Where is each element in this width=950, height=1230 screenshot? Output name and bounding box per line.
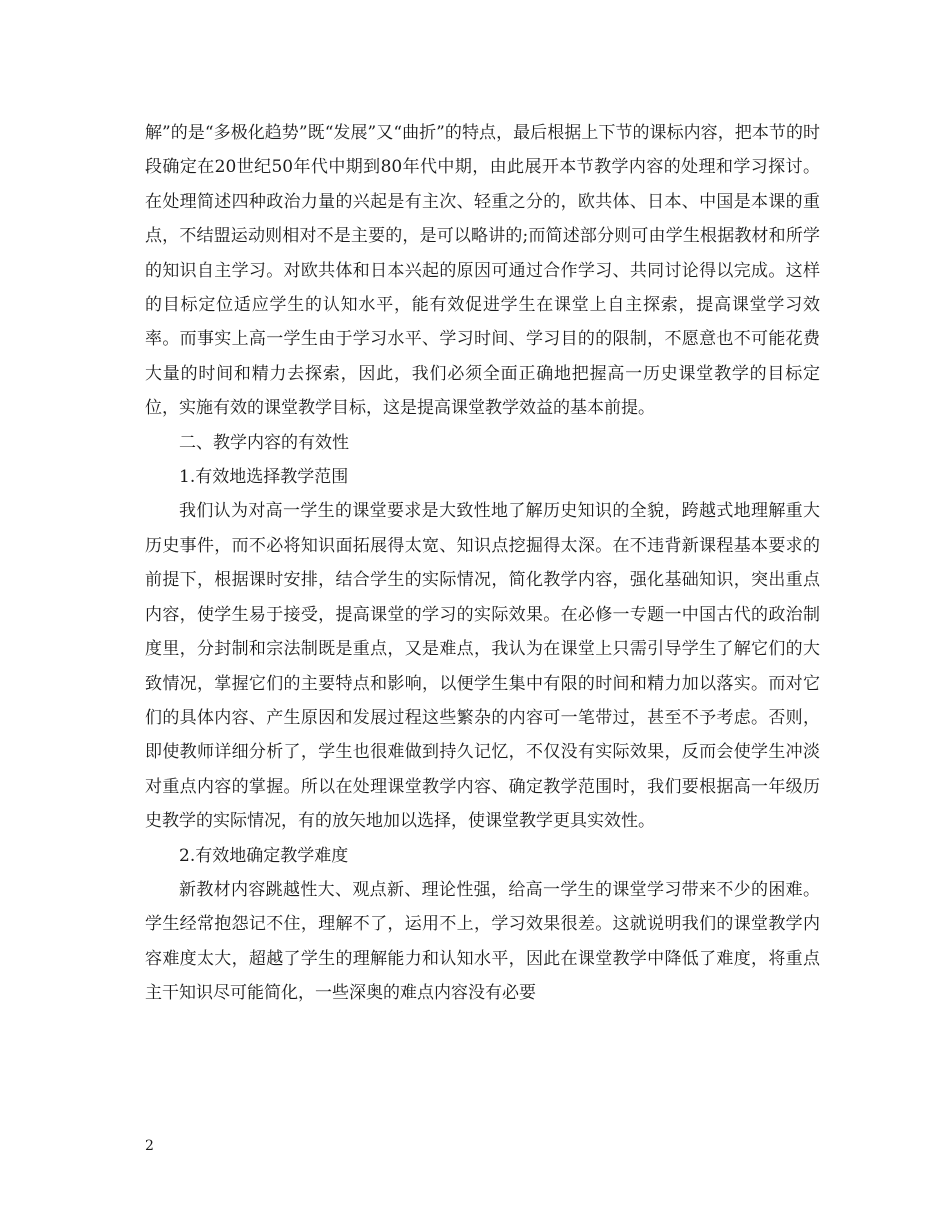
- page-number: 2: [145, 1138, 154, 1154]
- subsection-heading-1: 1.有效地选择教学范围: [179, 467, 349, 488]
- body-text: [145, 116, 820, 1011]
- paragraph-continuation: 解”的是“多极化趋势”既“发展”又“曲折”的特点，最后根据上下节的课标内容，把本节的时段确定在20世纪50年代中期到80年代中期，由此展开本节教学内容的处理和学习探讨。在处理简述四种政治力量的兴起是有主次、轻重之分的，欧共体、日本、中国是本课的重点，不结盟运动则相对不是主要的，是可以略讲的;而简述部分则可由学生根据教材和所学的知识自主学习。对欧共体和日本兴起的原因可通过合作学习、共同讨论得以完成。这样的目标定位适应学生的认知水平，能有效促进学生在课堂上自主探索，提高课堂学习效率。而事实上高一学生由于学习水平、学习时间、学习目的的限制，不愿意也不可能花费大量的时间和精力去探索，因此，我们必须全面正确地把握高一历史课堂教学的目标定位，实施有效的课堂教学目标，这是提高课堂教学效益的基本前提。: [145, 123, 820, 419]
- paragraph: 我们认为对高一学生的课堂要求是大致性地了解历史知识的全貌，跨越式地理解重大历史事件，而不必将知识面拓展得太宽、知识点挖掘得太深。在不违背新课程基本要求的前提下，根据课时安排，结合学生的实际情况，简化教学内容，强化基础知识，突出重点内容，使学生易于接受，提高课堂的学习的实际效果。在必修一专题一中国古代的政治制度里，分封制和宗法制既是重点，又是难点，我认为在课堂上只需引导学生了解它们的大致情况，掌握它们的主要特点和影响，以便学生集中有限的时间和精力加以落实。而对它们的具体内容、产生原因和发展过程这些繁杂的内容可一笔带过，甚至不予考虑。否则，即使教师详细分析了，学生也很难做到持久记忆，不仅没有实际效果，反而会使学生冲淡对重点内容的掌握。所以在处理课堂教学内容、确定教学范围时，我们要根据高一年级历史教学的实际情况，有的放矢地加以选择，使课堂教学更具实效性。: [145, 501, 820, 832]
- subsection-heading-2: 2.有效地确定教学难度: [179, 845, 349, 866]
- paragraph: 新教材内容跳越性大、观点新、理论性强，给高一学生的课堂学习带来不少的困难。学生经常抱怨记不住，理解不了，运用不上，学习效果很差。这就说明我们的课堂教学内容难度太大，超越了学生的理解能力和认知水平，因此在课堂教学中降低了难度，将重点主干知识尽可能简化，一些深奥的难点内容没有必要: [145, 879, 820, 1004]
- section-heading: 二、教学内容的有效性: [179, 432, 349, 453]
